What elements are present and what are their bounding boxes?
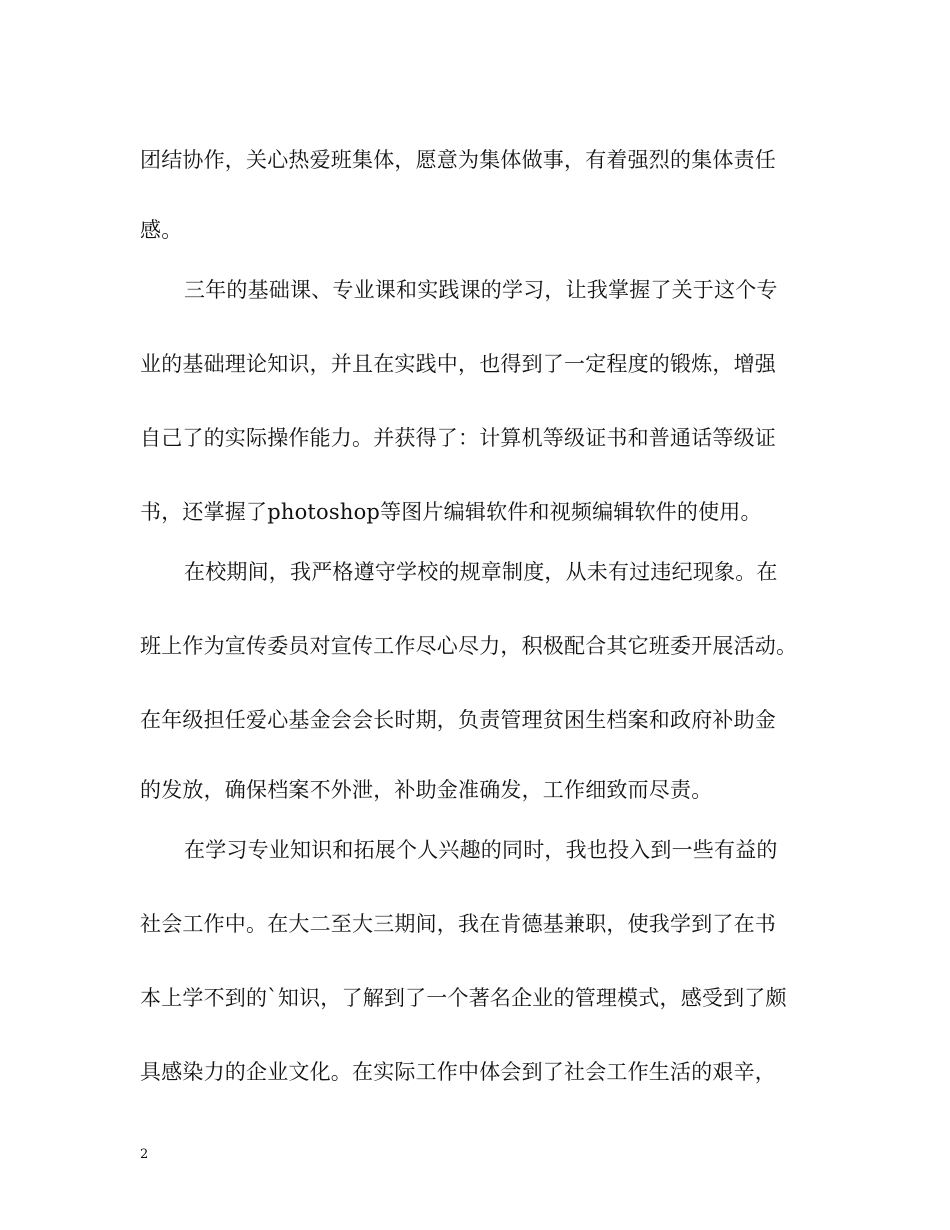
text-line: 业的基础理论知识，并且在实践中，也得到了一定程度的锻炼，增强 — [140, 352, 776, 376]
text-line: 的发放，确保档案不外泄，补助金准确发，工作细致而尽责。 — [140, 778, 713, 802]
text-line: 书，还掌握了photoshop等图片编辑软件和视频编辑软件的使用。 — [140, 500, 762, 524]
text-line: 班上作为宣传委员对宣传工作尽心尽力，积极配合其它班委开展活动。 — [140, 634, 798, 658]
paragraph-first-line: 在学习专业知识和拓展个人兴趣的同时，我也投入到一些有益的 — [184, 838, 778, 862]
paragraph-first-line: 在校期间，我严格遵守学校的规章制度，从未有过违纪现象。在 — [184, 560, 778, 584]
paragraph-first-line: 三年的基础课、专业课和实践课的学习，让我掌握了关于这个专 — [184, 278, 778, 302]
page-number: 2 — [140, 1147, 149, 1162]
text-line: 团结协作，关心热爱班集体，愿意为集体做事，有着强烈的集体责任 — [140, 148, 776, 172]
text-line: 社会工作中。在大二至大三期间，我在肯德基兼职，使我学到了在书 — [140, 912, 776, 936]
text-line: 自己了的实际操作能力。并获得了：计算机等级证书和普通话等级证 — [140, 426, 776, 450]
text-line: 具感染力的企业文化。在实际工作中体会到了社会工作生活的艰辛， — [140, 1060, 776, 1084]
text-line: 感。 — [140, 218, 183, 242]
text-line: 在年级担任爱心基金会会长时期，负责管理贫困生档案和政府补助金 — [140, 708, 776, 732]
text-line: 本上学不到的`知识，了解到了一个著名企业的管理模式，感受到了颇 — [140, 986, 787, 1010]
